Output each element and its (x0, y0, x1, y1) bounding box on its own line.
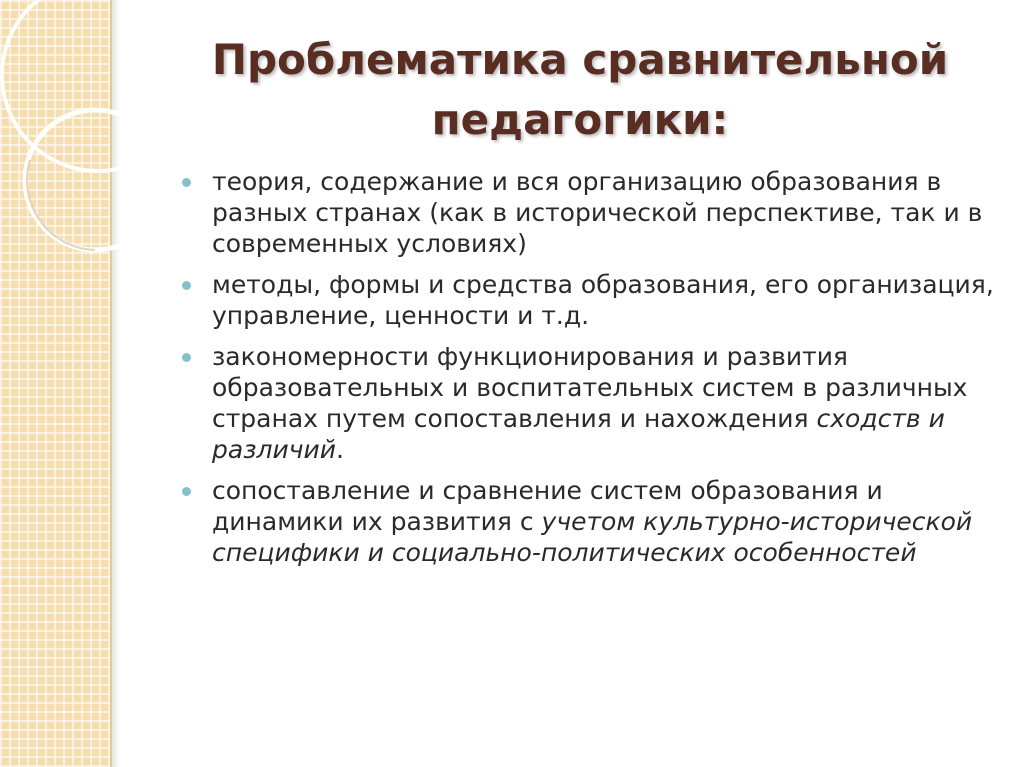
decorative-ring-shadow (27, 160, 95, 250)
bullet-dot-icon (182, 281, 191, 290)
slide-title (150, 30, 1010, 150)
bullet-dot-icon (182, 178, 191, 187)
bullet-item (178, 269, 1008, 331)
title-line-2: педагогики: (431, 95, 729, 144)
bullet-item (178, 166, 1008, 259)
bullet-text: закономерности функционирования и развития образовательных и воспитательных систем в различных странах путем сопоставления и нахождения (212, 342, 968, 433)
bullet-tail: . (335, 435, 344, 464)
bullet-dot-icon (182, 353, 191, 362)
title-line-1: Проблематика сравнительной (211, 35, 949, 84)
bullet-list (178, 166, 1008, 578)
bullet-emphasis: сходств и различий (212, 404, 945, 464)
decorative-rings (0, 0, 140, 260)
bullet-emphasis: учетом культурно-исторической специфики и социально-политических особенностей (212, 507, 973, 567)
decorative-ring-lower (25, 110, 140, 250)
bullet-text: методы, формы и средства образования, его организация, управление, ценности и т.д. (212, 270, 994, 330)
bullet-item (178, 341, 1008, 465)
decorative-ring-upper (2, 0, 140, 171)
bullet-dot-icon (182, 487, 191, 496)
bullet-text: сопоставление и сравнение систем образования и динамики их развития с (212, 476, 883, 536)
bullet-text: теория, содержание и вся организацию образования в разных странах (как в исторической перспективе, так и в современных условиях) (212, 167, 983, 258)
bullet-item (178, 475, 1008, 568)
